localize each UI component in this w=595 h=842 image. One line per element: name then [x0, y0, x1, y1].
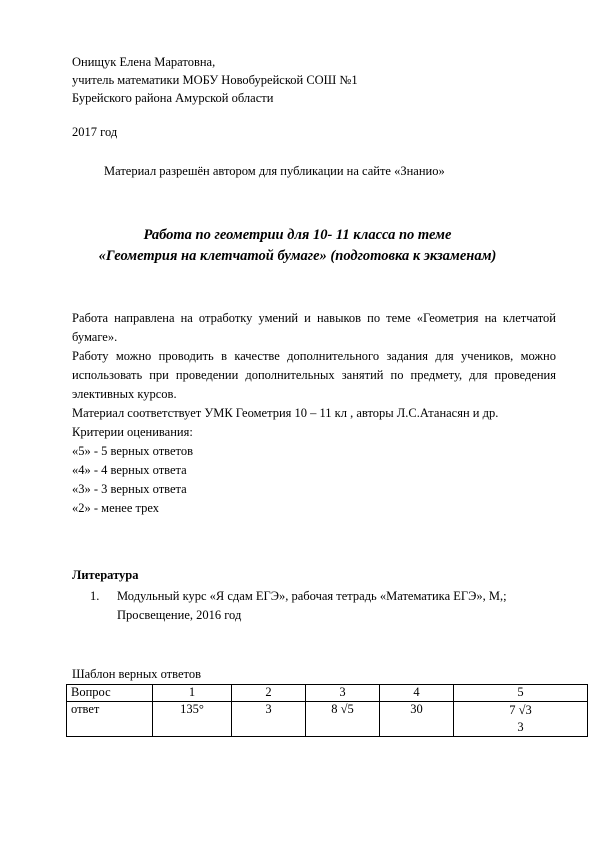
- header-cell-2: 2: [232, 685, 306, 702]
- table-answer-row: [67, 702, 588, 737]
- header-cell-1: 1: [153, 685, 232, 702]
- author-position: учитель математики МОБУ Новобурейской СОШ №1: [72, 73, 358, 87]
- literature-item-number: 1.: [90, 589, 100, 603]
- answer-row-label: ответ: [67, 702, 153, 737]
- description-body: [72, 309, 556, 518]
- answers-table-caption: Шаблон верных ответов: [72, 667, 201, 681]
- header-cell-4: 4: [380, 685, 454, 702]
- criteria-item-2: «2» - менее трех: [72, 501, 160, 515]
- author-district: Бурейского района Амурской области: [72, 91, 274, 105]
- literature-heading: Литература: [72, 568, 139, 582]
- criteria-item-3: «3» - 3 верных ответа: [72, 482, 187, 496]
- answer-cell-4: 30: [380, 702, 454, 737]
- fraction-denominator: 3: [517, 720, 524, 734]
- answer-fraction: [509, 702, 532, 736]
- answer-cell-2: 3: [232, 702, 306, 737]
- title-line-2: «Геометрия на клетчатой бумаге» (подготовка к экзаменам): [98, 248, 497, 264]
- paragraph-textbook: Материал соответствует УМК Геометрия 10 – 11 кл , авторы Л.С.Атанасян и др.: [72, 406, 499, 420]
- author-block: [72, 53, 358, 107]
- literature-item-line-1: Модульный курс «Я сдам ЕГЭ», рабочая тетрадь «Математика ЕГЭ», М,;: [117, 589, 507, 603]
- fraction-numerator: 7 √3: [509, 703, 532, 717]
- header-cell-3: 3: [306, 685, 380, 702]
- criteria-item-4: «4» - 4 верных ответа: [72, 463, 187, 477]
- header-cell-question: Вопрос: [67, 685, 153, 702]
- header-cell-5: 5: [454, 685, 588, 702]
- literature-item-line-2: Просвещение, 2016 год: [117, 608, 242, 622]
- answer-cell-1: 135°: [153, 702, 232, 737]
- criteria-heading: Критерии оценивания:: [72, 425, 193, 439]
- document-year: 2017 год: [72, 125, 118, 139]
- answers-table: [66, 684, 588, 737]
- table-header-row: [67, 685, 588, 702]
- answer-cell-3: 8 √5: [306, 702, 380, 737]
- criteria-item-5: «5» - 5 верных ответов: [72, 444, 194, 458]
- paragraph-usage: Работу можно проводить в качестве дополнительного задания для учеников, можно использовать при проведении дополнительных занятий по предмету, для проведения элективных курсов.: [72, 349, 556, 401]
- paragraph-purpose: Работа направлена на отработку умений и навыков по теме «Геометрия на клетчатой бумаге».: [72, 311, 556, 344]
- answer-cell-5: [454, 702, 588, 737]
- author-name: Онищук Елена Маратовна,: [72, 55, 216, 69]
- title-line-1: Работа по геометрии для 10- 11 класса по теме: [143, 227, 452, 243]
- permission-note: Материал разрешён автором для публикации на сайте «Знанио»: [104, 164, 445, 178]
- document-title: [0, 225, 595, 267]
